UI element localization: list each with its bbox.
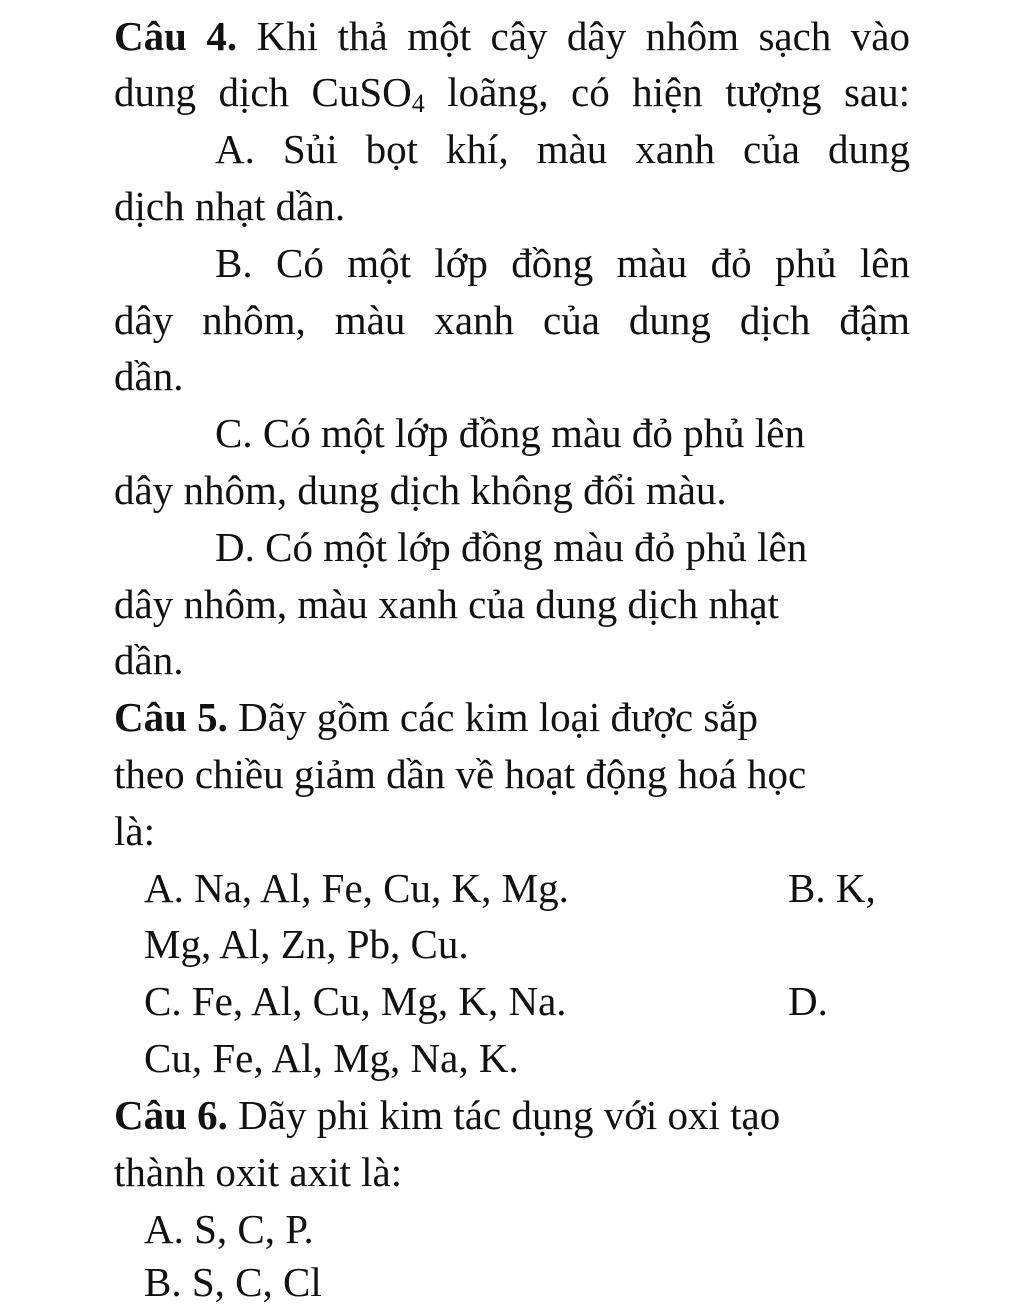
q4-stem-subscript: 4 xyxy=(411,89,425,118)
q6-option-b-partial: B. S, C, Cl xyxy=(144,1259,322,1305)
q5-stem-line1 xyxy=(114,693,758,741)
q5-option-c: C. Fe, Al, Cu, Mg, K, Na. xyxy=(144,978,567,1024)
q4-stem-text1: Khi thả một cây dây nhôm sạch vào xyxy=(256,13,910,59)
q4-option-d-line2: dây nhôm, màu xanh của dung dịch nhạt xyxy=(114,581,779,627)
q4-option-b-line3: dần. xyxy=(114,353,184,399)
q4-stem-text2a: dung dịch CuSO xyxy=(114,69,412,115)
q5-option-a: A. Na, Al, Fe, Cu, K, Mg. xyxy=(144,865,569,911)
q4-option-a-line1: A. Sủi bọt khí, màu xanh của dung xyxy=(215,126,910,172)
q5-option-d-part1: D. xyxy=(788,978,828,1024)
q5-label: Câu 5. xyxy=(114,694,228,740)
q5-stem-line2: theo chiều giảm dần về hoạt động hoá học xyxy=(114,751,807,797)
q4-stem-line1 xyxy=(114,12,910,60)
q4-stem-text2b: loãng, có hiện tượng sau: xyxy=(424,69,910,115)
q4-option-b-line2: dây nhôm, màu xanh của dung dịch đậm xyxy=(114,297,910,343)
q4-label: Câu 4. xyxy=(114,13,238,59)
q4-stem-line2 xyxy=(114,68,910,116)
q4-option-b-line1: B. Có một lớp đồng màu đỏ phủ lên xyxy=(215,240,910,286)
q6-option-a: A. S, C, P. xyxy=(144,1206,314,1252)
q6-stem-text1: Dãy phi kim tác dụng với oxi tạo xyxy=(238,1092,781,1138)
q4-option-d-line3: dần. xyxy=(114,637,184,683)
q4-option-d-line1: D. Có một lớp đồng màu đỏ phủ lên xyxy=(215,524,808,570)
q6-stem-line1 xyxy=(114,1091,780,1139)
q5-option-b-part2: Mg, Al, Zn, Pb, Cu. xyxy=(144,921,469,967)
q5-stem-text1: Dãy gồm các kim loại được sắp xyxy=(238,694,758,740)
q6-label: Câu 6. xyxy=(114,1092,228,1138)
q5-option-d-part2: Cu, Fe, Al, Mg, Na, K. xyxy=(144,1035,519,1081)
q4-option-a-line2: dịch nhạt dần. xyxy=(114,183,346,229)
q5-option-b-part1: B. K, xyxy=(788,865,876,911)
q4-option-c-line1: C. Có một lớp đồng màu đỏ phủ lên xyxy=(215,410,805,456)
q4-option-c-line2: dây nhôm, dung dịch không đổi màu. xyxy=(114,467,727,513)
q5-stem-line3: là: xyxy=(114,808,155,854)
q6-stem-line2: thành oxit axit là: xyxy=(114,1149,403,1195)
